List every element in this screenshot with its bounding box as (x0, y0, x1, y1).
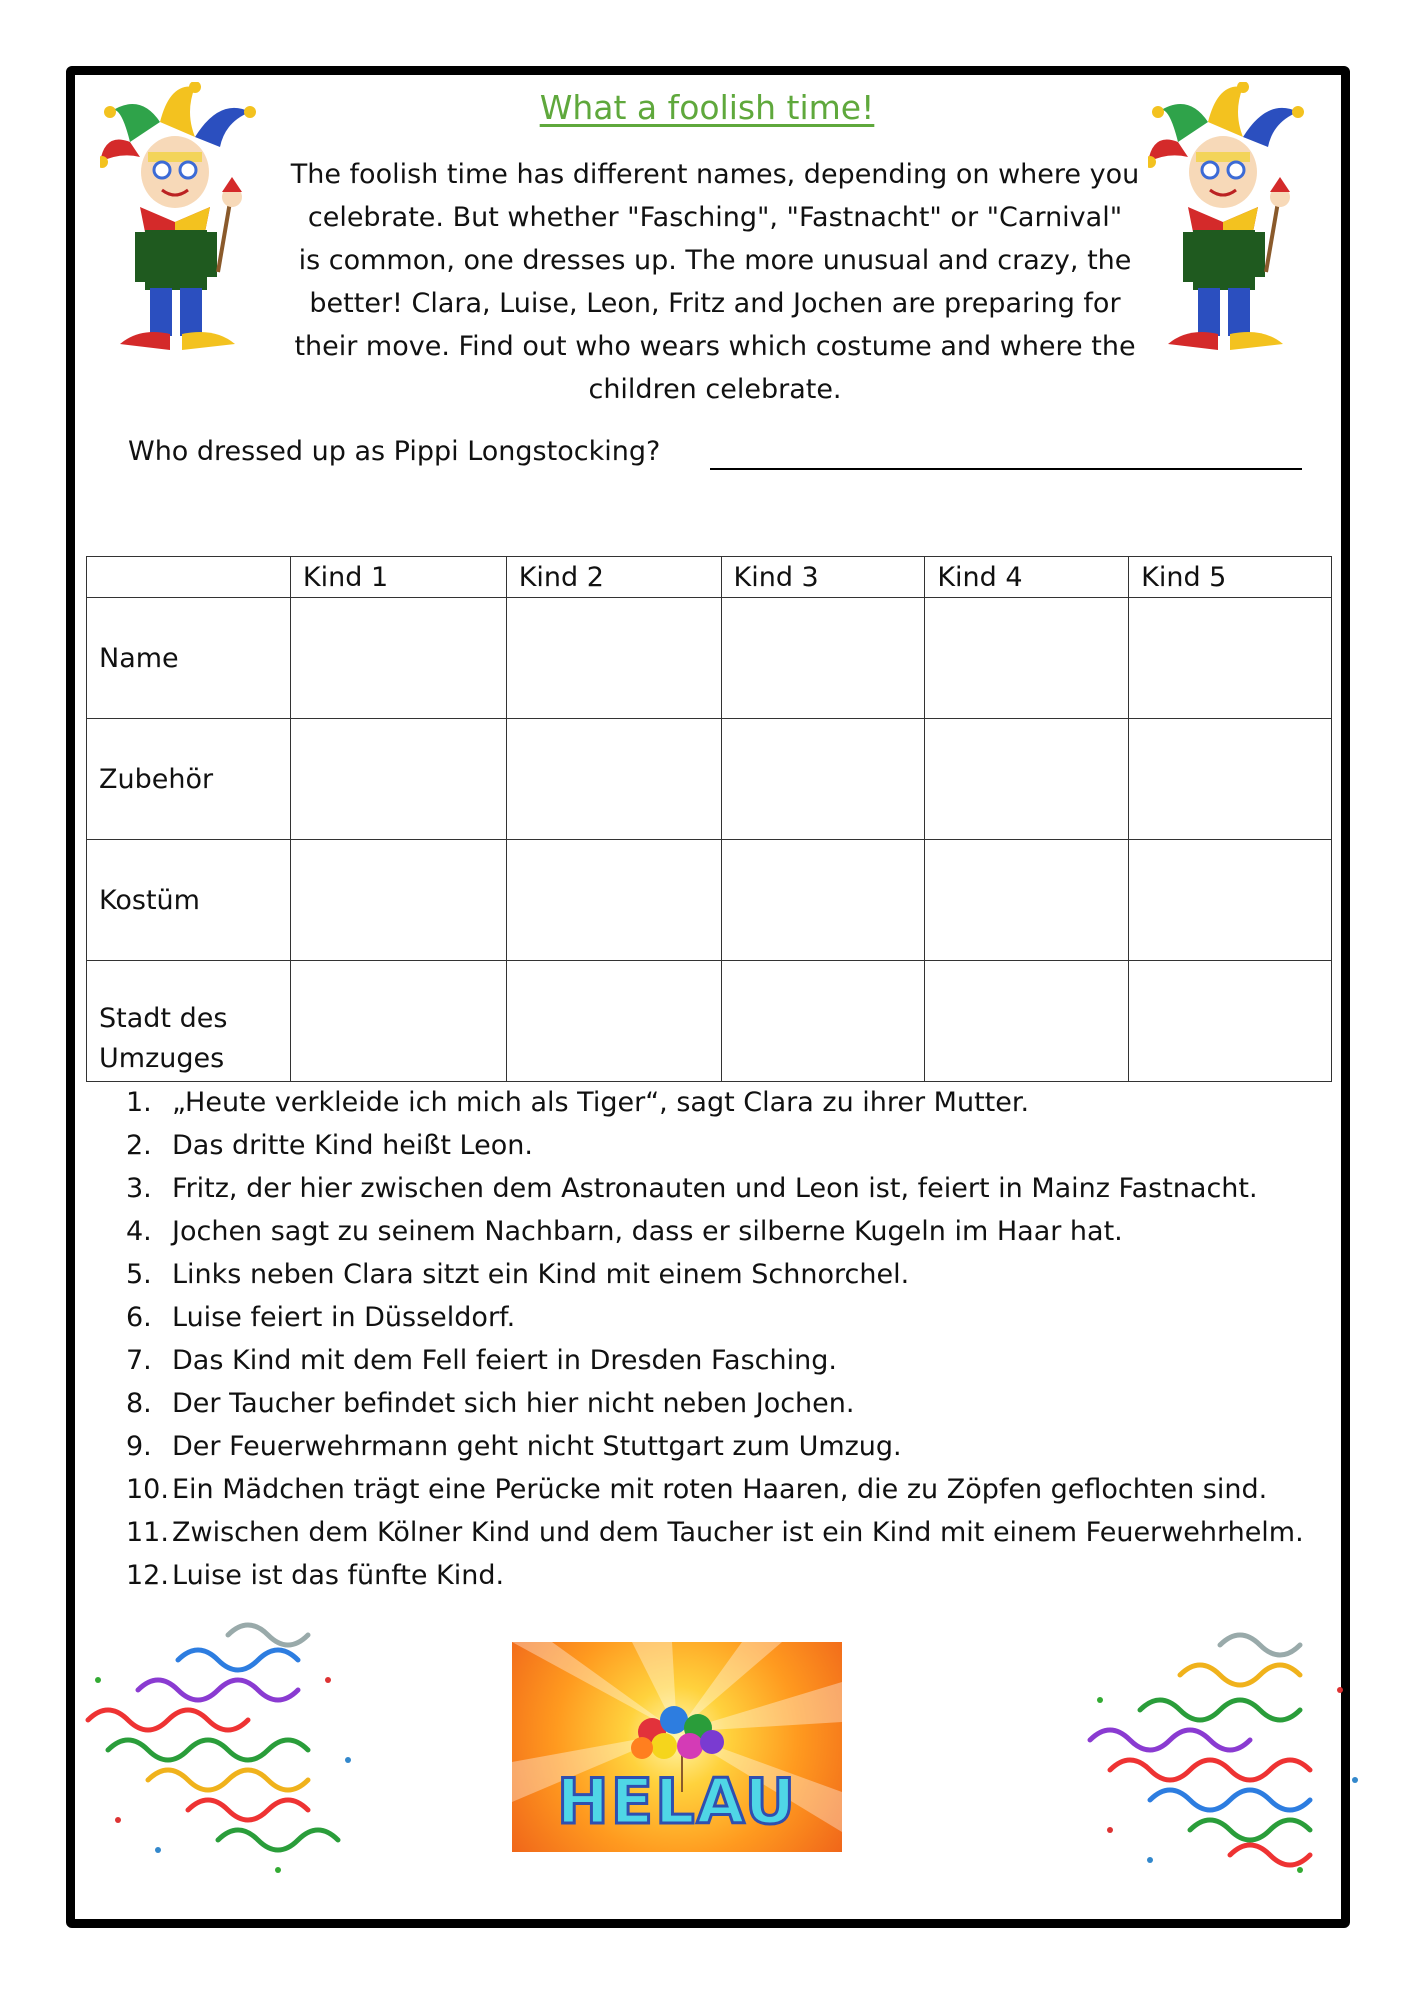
clue-text: Jochen sagt zu seinem Nachbarn, dass er silberne Kugeln im Haar hat. (172, 1216, 1123, 1247)
clue-text: Ein Mädchen trägt eine Perücke mit roten Haaren, die zu Zöpfen geflochten sind. (172, 1474, 1268, 1505)
table-row (87, 719, 1332, 840)
table-cell[interactable] (925, 598, 1129, 719)
clue-text: Zwischen dem Kölner Kind und dem Taucher ist ein Kind mit einem Feuerwehrhelm. (172, 1517, 1304, 1548)
list-item (126, 1210, 1304, 1253)
table-cell[interactable] (290, 719, 506, 840)
clue-number: 6. (126, 1302, 152, 1333)
table-row (87, 961, 1332, 1082)
table-header-cell: Kind 1 (290, 557, 506, 598)
row-label: Zubehör (87, 719, 291, 840)
table-cell[interactable] (721, 840, 925, 961)
clue-number: 3. (126, 1173, 152, 1204)
table-cell[interactable] (721, 961, 925, 1082)
list-item (126, 1511, 1304, 1554)
intro-line: children celebrate. (588, 374, 842, 405)
table-header-cell: Kind 2 (506, 557, 721, 598)
list-item (126, 1167, 1304, 1210)
table-cell[interactable] (1129, 840, 1332, 961)
table-cell[interactable] (506, 961, 721, 1082)
list-item (126, 1425, 1304, 1468)
table-cell[interactable] (925, 961, 1129, 1082)
table-cell[interactable] (506, 598, 721, 719)
streamers-illustration (78, 1620, 368, 1880)
clue-number: 9. (126, 1431, 152, 1462)
clue-number: 8. (126, 1388, 152, 1419)
table-cell[interactable] (506, 719, 721, 840)
clue-number: 7. (126, 1345, 152, 1376)
table-row (87, 598, 1332, 719)
clue-number: 11. (126, 1517, 169, 1548)
table-cell[interactable] (506, 840, 721, 961)
table-cell[interactable] (1129, 598, 1332, 719)
clue-number: 1. (126, 1087, 152, 1118)
list-item (126, 1554, 1304, 1597)
clue-text: „Heute verkleide ich mich als Tiger“, sagt Clara zu ihrer Mutter. (172, 1087, 1030, 1118)
row-label: Kostüm (87, 840, 291, 961)
list-item (126, 1081, 1304, 1124)
table-header-cell: Kind 3 (721, 557, 925, 598)
intro-line: is common, one dresses up. The more unusual and crazy, the (298, 245, 1132, 276)
clue-number: 10. (126, 1474, 169, 1505)
table-header-cell (87, 557, 291, 598)
table-cell[interactable] (1129, 719, 1332, 840)
list-item (126, 1124, 1304, 1167)
list-item (126, 1339, 1304, 1382)
table-cell[interactable] (290, 598, 506, 719)
list-item (126, 1382, 1304, 1425)
list-item (126, 1468, 1304, 1511)
question-text: Who dressed up as Pippi Longstocking? (128, 436, 661, 467)
row-label (87, 961, 291, 1082)
intro-line: their move. Find out who wears which costume and where the (294, 331, 1136, 362)
clue-text: Das Kind mit dem Fell feiert in Dresden Fasching. (172, 1345, 837, 1376)
intro-line: The foolish time has different names, depending on where you (290, 159, 1140, 190)
table-cell[interactable] (925, 719, 1129, 840)
table-cell[interactable] (721, 598, 925, 719)
streamers-illustration (1080, 1620, 1370, 1880)
page-title: What a foolish time! (539, 88, 875, 127)
table-header-cell: Kind 4 (925, 557, 1129, 598)
clue-list (126, 1081, 1304, 1597)
table-cell[interactable] (290, 840, 506, 961)
table-cell[interactable] (290, 961, 506, 1082)
clue-number: 2. (126, 1130, 152, 1161)
table-row (87, 840, 1332, 961)
table-cell[interactable] (925, 840, 1129, 961)
clue-text: Der Feuerwehrmann geht nicht Stuttgart zum Umzug. (172, 1431, 902, 1462)
table-header-cell: Kind 5 (1129, 557, 1332, 598)
intro-line: better! Clara, Luise, Leon, Fritz and Jochen are preparing for (309, 288, 1121, 319)
intro-line: celebrate. But whether "Fasching", "Fastnacht" or "Carnival" (307, 202, 1123, 233)
table-header-row (87, 557, 1332, 598)
answer-line[interactable] (710, 468, 1302, 470)
logic-grid-table (86, 556, 1332, 1082)
clue-text: Das dritte Kind heißt Leon. (172, 1130, 533, 1161)
clue-number: 4. (126, 1216, 152, 1247)
clue-text: Luise ist das fünfte Kind. (172, 1560, 505, 1591)
helau-image (512, 1642, 842, 1852)
list-item (126, 1253, 1304, 1296)
table-cell[interactable] (721, 719, 925, 840)
intro-text (290, 153, 1140, 411)
helau-word: HELAU (556, 1765, 798, 1838)
clue-text: Der Taucher befindet sich hier nicht neben Jochen. (172, 1388, 855, 1419)
clue-text: Links neben Clara sitzt ein Kind mit einem Schnorchel. (172, 1259, 910, 1290)
clue-number: 12. (126, 1560, 169, 1591)
clue-text: Fritz, der hier zwischen dem Astronauten und Leon ist, feiert in Mainz Fastnacht. (172, 1173, 1258, 1204)
table-cell[interactable] (1129, 961, 1332, 1082)
list-item (126, 1296, 1304, 1339)
clue-number: 5. (126, 1259, 152, 1290)
row-label: Name (87, 598, 291, 719)
row-label-line: Stadt des (99, 1003, 228, 1034)
row-label-line: Umzuges (99, 1043, 225, 1074)
clue-text: Luise feiert in Düsseldorf. (172, 1302, 516, 1333)
